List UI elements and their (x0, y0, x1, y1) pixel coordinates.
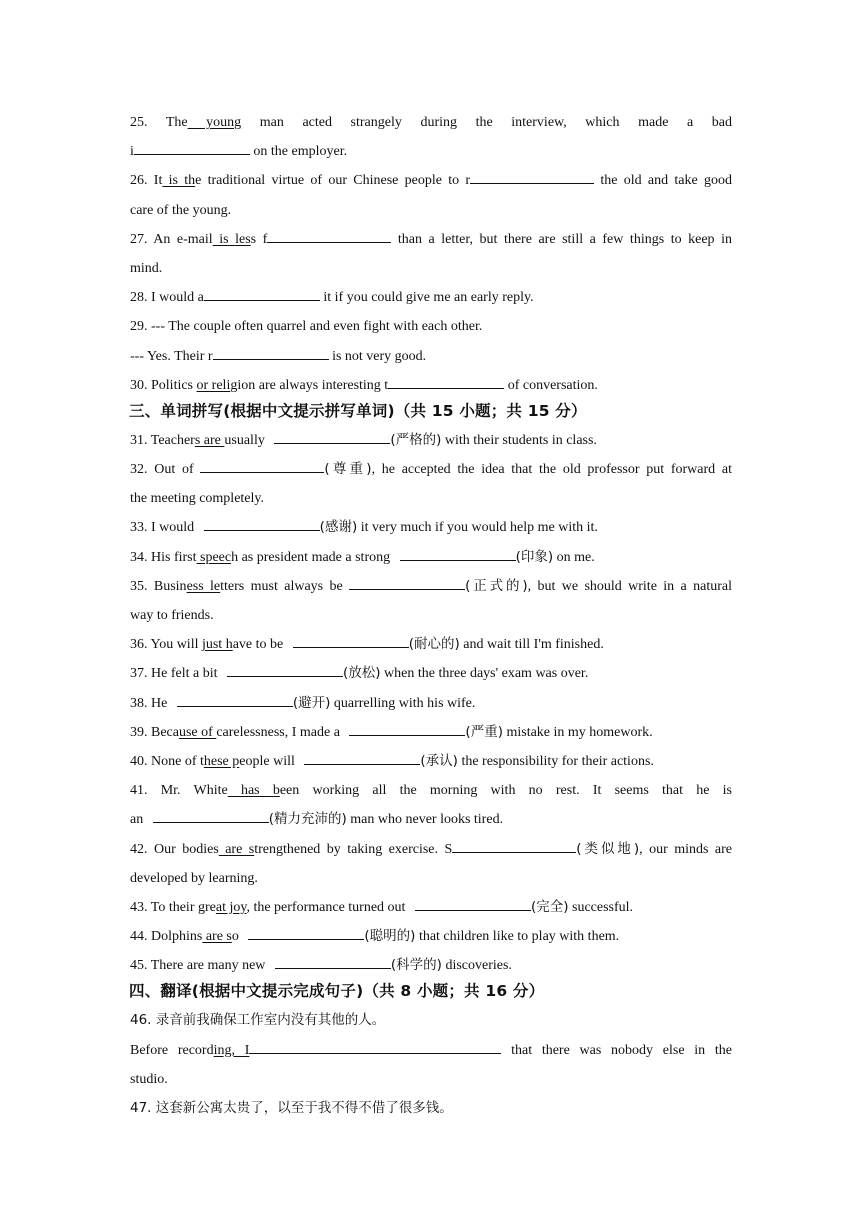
answer-blank-38[interactable] (177, 694, 293, 707)
question-25-line2: i on the employer. (130, 144, 348, 160)
answer-blank-36[interactable] (293, 635, 409, 648)
question-36: 36. You will just have to be (耐心的) and wait till I'm finished. (130, 636, 604, 653)
question-29-line1: 29. --- The couple often quarrel and even fight with each other. (130, 319, 483, 335)
worksheet-page (130, 108, 732, 1123)
question-42-line2: developed by learning. (130, 870, 258, 886)
question-41-line1: 41. Mr. White has been working all the morning with no rest. It seems that he is (130, 783, 732, 799)
answer-blank-44[interactable] (248, 927, 364, 940)
answer-blank-28[interactable] (204, 288, 320, 301)
answer-blank-35[interactable] (349, 577, 465, 590)
answer-blank-32[interactable] (200, 460, 324, 473)
question-47-prompt: 47. 这套新公寓太贵了，以至于我不得不借了很多钱。 (130, 1100, 453, 1116)
question-32-line2: the meeting completely. (130, 491, 264, 507)
answer-blank-33[interactable] (204, 518, 320, 531)
answer-blank-37[interactable] (227, 664, 343, 677)
question-46-prompt: 46. 录音前我确保工作室内没有其他的人。 (130, 1012, 386, 1029)
question-43: 43. To their great joy, the performance turned out (完全) successful. (130, 898, 634, 915)
answer-blank-45[interactable] (275, 956, 391, 969)
answer-blank-26[interactable] (470, 171, 594, 184)
question-38: 38. He (避开) quarrelling with his wife. (130, 694, 476, 711)
section-4-heading: 四、翻译(根据中文提示完成句子)（共 8 小题；共 16 分） (129, 982, 545, 1001)
answer-blank-41[interactable] (153, 810, 269, 823)
question-41-line2: an (精力充沛的) man who never looks tired. (130, 811, 504, 828)
answer-blank-27[interactable] (267, 230, 391, 243)
question-39: 39. Because of carelessness, I made a (严重) mistake in my homework. (130, 723, 653, 740)
question-44: 44. Dolphins are so (聪明的) that children like to play with them. (130, 928, 620, 945)
question-34: 34. His first speech as president made a strong (印象) on me. (130, 548, 595, 565)
question-25-line1: 25. The young man acted strangely during the interview, which made a bad (130, 115, 733, 130)
question-33: 33. I would (感谢) it very much if you would help me with it. (130, 519, 598, 536)
question-35-line2: way to friends. (130, 608, 214, 623)
answer-blank-46a[interactable] (249, 1041, 375, 1054)
question-27-line1: 27. An e-mail is less f than a letter, but there are still a few things to keep in (130, 231, 732, 247)
question-42-line1: 42. Our bodies are strengthened by taking exercise. S (类似地), our minds are (130, 840, 733, 857)
answer-blank-34[interactable] (400, 548, 516, 561)
question-46-line2: studio. (130, 1071, 168, 1087)
question-30: 30. Politics or religion are always interesting t of conversation. (130, 377, 598, 393)
answer-blank-42[interactable] (452, 840, 576, 853)
answer-blank-43[interactable] (415, 898, 531, 911)
question-31: 31. Teachers are usually (严格的) with their students in class. (130, 431, 597, 448)
question-32-line1: 32. Out of (尊重), he accepted the idea that the old professor put forward at (130, 461, 732, 478)
question-27-line2: mind. (130, 260, 163, 276)
answer-blank-46b[interactable] (375, 1041, 501, 1054)
answer-blank-25[interactable] (134, 142, 250, 155)
question-29-line2: --- Yes. Their r is not very good. (130, 348, 427, 364)
answer-blank-39[interactable] (349, 723, 465, 736)
question-37: 37. He felt a bit (放松) when the three days' exam was over. (130, 665, 589, 682)
question-26-line2: care of the young. (130, 202, 232, 218)
section-3-heading: 三、单词拼写(根据中文提示拼写单词)（共 15 小题；共 15 分） (129, 401, 587, 420)
answer-blank-30[interactable] (388, 376, 504, 389)
question-46-line1: Before recording, I that there was nobody else in the (130, 1042, 732, 1058)
question-40: 40. None of these people will (承认) the responsibility for their actions. (130, 752, 654, 769)
question-26-line1: 26. It is the traditional virtue of our Chinese people to r the old and take good (130, 173, 732, 189)
question-35-line1: 35. Business letters must always be (正式的), but we should write in a natural (130, 577, 733, 594)
answer-blank-29[interactable] (213, 347, 329, 360)
answer-blank-40[interactable] (304, 752, 420, 765)
answer-blank-31[interactable] (274, 431, 390, 444)
question-28: 28. I would a it if you could give me an early reply. (130, 290, 534, 306)
question-45: 45. There are many new (科学的) discoveries. (130, 957, 512, 974)
